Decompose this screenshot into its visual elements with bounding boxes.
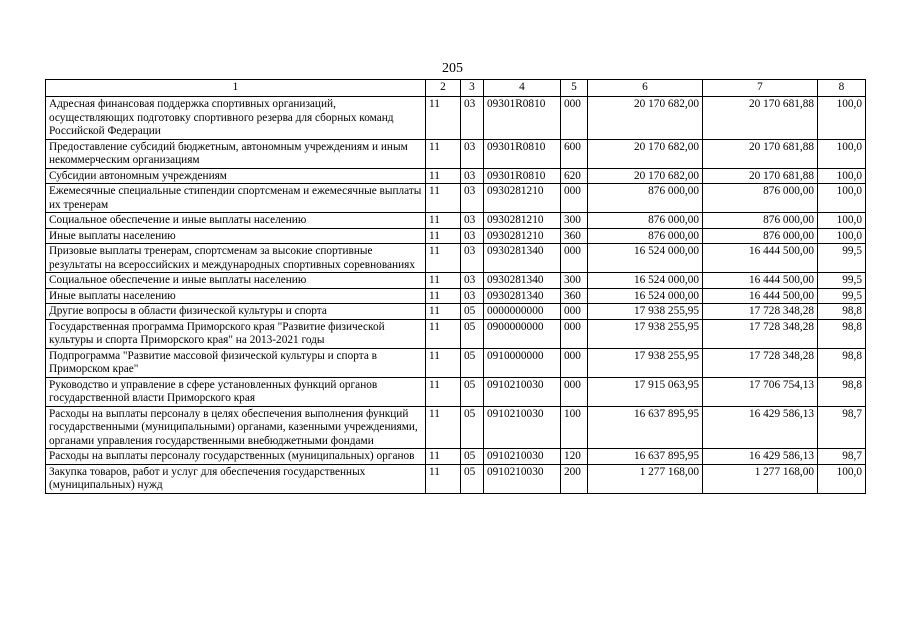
section-code: 11: [426, 348, 461, 377]
expense-name: Иные выплаты населению: [46, 228, 426, 244]
subsection-code: 05: [461, 348, 484, 377]
target-article-code: 0930281210: [484, 184, 561, 213]
executed-amount: 1 277 168,00: [703, 464, 818, 493]
table-row: [46, 184, 866, 213]
execution-percent: 100,0: [818, 213, 866, 229]
target-article-code: 0930281210: [484, 213, 561, 229]
execution-percent: 100,0: [818, 228, 866, 244]
expense-name: Подпрограмма "Развитие массовой физической культуры и спорта в Приморском крае": [46, 348, 426, 377]
approved-amount: 16 524 000,00: [588, 244, 703, 273]
approved-amount: 20 170 682,00: [588, 139, 703, 168]
approved-amount: 16 637 895,95: [588, 449, 703, 465]
subsection-code: 03: [461, 273, 484, 289]
table-row: [46, 228, 866, 244]
expense-name: Расходы на выплаты персоналу государственных (муниципальных) органов: [46, 449, 426, 465]
table-row: [46, 139, 866, 168]
table-row: [46, 288, 866, 304]
subsection-code: 05: [461, 406, 484, 449]
approved-amount: 16 524 000,00: [588, 288, 703, 304]
budget-table: [45, 79, 866, 494]
expense-name: Другие вопросы в области физической культуры и спорта: [46, 304, 426, 320]
expense-type-code: 000: [561, 319, 588, 348]
target-article-code: 0910000000: [484, 348, 561, 377]
execution-percent: 98,7: [818, 449, 866, 465]
execution-percent: 100,0: [818, 139, 866, 168]
table-row: [46, 273, 866, 289]
target-article-code: 0910210030: [484, 449, 561, 465]
executed-amount: 16 444 500,00: [703, 244, 818, 273]
approved-amount: 17 915 063,95: [588, 377, 703, 406]
executed-amount: 17 706 754,13: [703, 377, 818, 406]
target-article-code: 0910210030: [484, 377, 561, 406]
target-article-code: 0000000000: [484, 304, 561, 320]
executed-amount: 876 000,00: [703, 184, 818, 213]
target-article-code: 0910210030: [484, 464, 561, 493]
table-row: [46, 213, 866, 229]
table-row: [46, 348, 866, 377]
header-col-3: 3: [461, 80, 484, 97]
section-code: 11: [426, 288, 461, 304]
header-col-2: 2: [426, 80, 461, 97]
header-col-7: 7: [703, 80, 818, 97]
approved-amount: 20 170 682,00: [588, 168, 703, 184]
execution-percent: 99,5: [818, 244, 866, 273]
target-article-code: 0930281340: [484, 288, 561, 304]
target-article-code: 0900000000: [484, 319, 561, 348]
page-number: 205: [442, 61, 463, 76]
section-code: 11: [426, 184, 461, 213]
executed-amount: 16 429 586,13: [703, 449, 818, 465]
execution-percent: 98,8: [818, 377, 866, 406]
table-row: [46, 97, 866, 140]
executed-amount: 17 728 348,28: [703, 319, 818, 348]
expense-type-code: 620: [561, 168, 588, 184]
expense-name: Государственная программа Приморского края "Развитие физической культуры и спорта Приморского края" на 2013-2021 годы: [46, 319, 426, 348]
expense-type-code: 000: [561, 348, 588, 377]
approved-amount: 20 170 682,00: [588, 97, 703, 140]
section-code: 11: [426, 97, 461, 140]
expense-type-code: 600: [561, 139, 588, 168]
subsection-code: 03: [461, 168, 484, 184]
subsection-code: 05: [461, 319, 484, 348]
header-col-4: 4: [484, 80, 561, 97]
executed-amount: 17 728 348,28: [703, 304, 818, 320]
execution-percent: 98,8: [818, 304, 866, 320]
approved-amount: 876 000,00: [588, 213, 703, 229]
section-code: 11: [426, 273, 461, 289]
subsection-code: 03: [461, 213, 484, 229]
approved-amount: 876 000,00: [588, 184, 703, 213]
executed-amount: 16 444 500,00: [703, 273, 818, 289]
header-col-1: 1: [46, 80, 426, 97]
section-code: 11: [426, 406, 461, 449]
expense-name: Ежемесячные специальные стипендии спортсменам и ежемесячные выплаты их тренерам: [46, 184, 426, 213]
table-row: [46, 304, 866, 320]
expense-name: Социальное обеспечение и иные выплаты населению: [46, 213, 426, 229]
expense-type-code: 300: [561, 273, 588, 289]
section-code: 11: [426, 304, 461, 320]
expense-type-code: 000: [561, 304, 588, 320]
subsection-code: 05: [461, 464, 484, 493]
header-row: [46, 80, 866, 97]
executed-amount: 876 000,00: [703, 213, 818, 229]
expense-name: Руководство и управление в сфере установленных функций органов государственной власти Приморского края: [46, 377, 426, 406]
approved-amount: 17 938 255,95: [588, 304, 703, 320]
section-code: 11: [426, 244, 461, 273]
execution-percent: 99,5: [818, 288, 866, 304]
expense-type-code: 360: [561, 228, 588, 244]
executed-amount: 17 728 348,28: [703, 348, 818, 377]
subsection-code: 03: [461, 244, 484, 273]
expense-type-code: 100: [561, 406, 588, 449]
executed-amount: 20 170 681,88: [703, 168, 818, 184]
subsection-code: 03: [461, 288, 484, 304]
subsection-code: 05: [461, 304, 484, 320]
section-code: 11: [426, 168, 461, 184]
expense-name: Расходы на выплаты персоналу в целях обеспечения выполнения функций государственными (муниципальными) органами, казенными учреждениями, органами управления государственными внебюджетными фондами: [46, 406, 426, 449]
target-article-code: 0910210030: [484, 406, 561, 449]
subsection-code: 05: [461, 377, 484, 406]
expense-name: Закупка товаров, работ и услуг для обеспечения государственных (муниципальных) нужд: [46, 464, 426, 493]
section-code: 11: [426, 319, 461, 348]
table-row: [46, 464, 866, 493]
expense-type-code: 200: [561, 464, 588, 493]
execution-percent: 99,5: [818, 273, 866, 289]
execution-percent: 100,0: [818, 168, 866, 184]
table-row: [46, 377, 866, 406]
section-code: 11: [426, 139, 461, 168]
header-col-8: 8: [818, 80, 866, 97]
executed-amount: 20 170 681,88: [703, 139, 818, 168]
section-code: 11: [426, 464, 461, 493]
header-col-5: 5: [561, 80, 588, 97]
approved-amount: 17 938 255,95: [588, 348, 703, 377]
expense-type-code: 000: [561, 377, 588, 406]
execution-percent: 100,0: [818, 464, 866, 493]
expense-name: Адресная финансовая поддержка спортивных организаций, осуществляющих подготовку спортивного резерва для сборных команд Российской Федерации: [46, 97, 426, 140]
subsection-code: 03: [461, 228, 484, 244]
approved-amount: 876 000,00: [588, 228, 703, 244]
section-code: 11: [426, 228, 461, 244]
expense-name: Иные выплаты населению: [46, 288, 426, 304]
target-article-code: 0930281340: [484, 273, 561, 289]
expense-name: Призовые выплаты тренерам, спортсменам за высокие спортивные результаты на всероссийских и международных спортивных соревнованиях: [46, 244, 426, 273]
expense-type-code: 000: [561, 184, 588, 213]
target-article-code: 09301R0810: [484, 97, 561, 140]
expense-type-code: 120: [561, 449, 588, 465]
expense-name: Предоставление субсидий бюджетным, автономным учреждениям и иным некоммерческим организациям: [46, 139, 426, 168]
section-code: 11: [426, 377, 461, 406]
section-code: 11: [426, 213, 461, 229]
expense-type-code: 000: [561, 244, 588, 273]
approved-amount: 16 637 895,95: [588, 406, 703, 449]
execution-percent: 98,8: [818, 319, 866, 348]
expense-name: Социальное обеспечение и иные выплаты населению: [46, 273, 426, 289]
approved-amount: 1 277 168,00: [588, 464, 703, 493]
section-code: 11: [426, 449, 461, 465]
executed-amount: 16 429 586,13: [703, 406, 818, 449]
table-header: [46, 80, 866, 97]
table-row: [46, 319, 866, 348]
expense-type-code: 000: [561, 97, 588, 140]
executed-amount: 20 170 681,88: [703, 97, 818, 140]
target-article-code: 0930281210: [484, 228, 561, 244]
target-article-code: 0930281340: [484, 244, 561, 273]
executed-amount: 876 000,00: [703, 228, 818, 244]
target-article-code: 09301R0810: [484, 168, 561, 184]
execution-percent: 100,0: [818, 184, 866, 213]
table-row: [46, 406, 866, 449]
executed-amount: 16 444 500,00: [703, 288, 818, 304]
execution-percent: 98,8: [818, 348, 866, 377]
table-row: [46, 244, 866, 273]
expense-type-code: 360: [561, 288, 588, 304]
subsection-code: 03: [461, 97, 484, 140]
subsection-code: 05: [461, 449, 484, 465]
expense-name: Субсидии автономным учреждениям: [46, 168, 426, 184]
approved-amount: 17 938 255,95: [588, 319, 703, 348]
subsection-code: 03: [461, 139, 484, 168]
execution-percent: 100,0: [818, 97, 866, 140]
execution-percent: 98,7: [818, 406, 866, 449]
table-body: [46, 97, 866, 494]
table-row: [46, 168, 866, 184]
target-article-code: 09301R0810: [484, 139, 561, 168]
expense-type-code: 300: [561, 213, 588, 229]
subsection-code: 03: [461, 184, 484, 213]
approved-amount: 16 524 000,00: [588, 273, 703, 289]
table-row: [46, 449, 866, 465]
header-col-6: 6: [588, 80, 703, 97]
